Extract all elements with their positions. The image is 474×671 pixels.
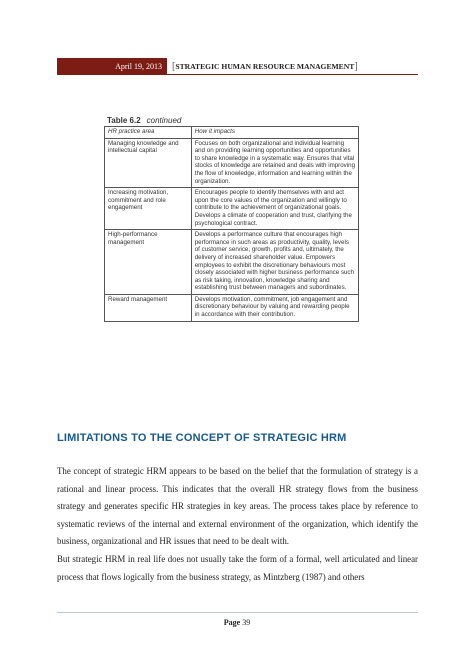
impact-cell: Develops motivation, commitment, job engagement and discretionary behaviour by valuing and rewarding people in accordance with their contribution. [191, 294, 358, 321]
table-row [105, 138, 359, 188]
page-label: Page [223, 618, 241, 627]
header-title-text: STRATEGIC HUMAN RESOURCE MANAGEMENT [175, 61, 355, 71]
impact-cell: Focuses on both organizational and individual learning and on providing learning opportunities and opportunities to share knowledge in a systematic way. Ensures that vital stocks of knowledge are retained and deals with improving the flow of knowledge, information and learning within the organization. [191, 138, 358, 188]
header-date: April 19, 2013 [57, 58, 167, 74]
page-number [0, 618, 474, 627]
practice-area-cell: High-performance management [105, 230, 192, 295]
table-caption [107, 116, 181, 125]
header-title [168, 58, 418, 74]
hr-practice-table [104, 126, 359, 322]
footer-rule [57, 612, 418, 613]
impact-cell: Develops a performance culture that encourages high performance in such areas as productivity, quality, levels of customer service, growth, profits and, ultimately, the delivery of increased shareholder value. Empowers employees to exhibit the discretionary behaviours most closely associated with higher business performance such as risk taking, innovation, knowledge sharing and establishing trust between managers and subordinates. [191, 230, 358, 295]
header-bracket-open: [ [172, 60, 176, 72]
column-header-impact: How it impacts [191, 127, 358, 139]
page-header [57, 58, 418, 74]
section-heading: LIMITATIONS TO THE CONCEPT OF STRATEGIC HRM [57, 432, 347, 444]
page-number-value: 39 [242, 618, 251, 627]
body-paragraph: The concept of strategic HRM appears to be based on the belief that the formulation of strategy is a rational and linear process. This indicates that the overall HR strategy flows from the business strategy and generates specific HR strategies in key areas. The process takes place by reference to systematic reviews of the internal and external environment of the organization, which identify the business, organizational and HR issues that need to be dealt with. [57, 466, 418, 547]
table-row [105, 188, 359, 230]
body-text [57, 463, 418, 586]
table-caption-number: Table 6.2 [107, 116, 141, 125]
body-paragraph: But strategic HRM in real life does not usually take the form of a formal, well articulated and linear process that flows logically from the business strategy, as Mintzberg (1987) and others [57, 553, 418, 582]
impact-cell: Encourages people to identify themselves with and act upon the core values of the organization and willingly to contribute to the achievement of organizational goals. Develops a climate of cooperation and trust, clarifying the psychological contract. [191, 188, 358, 230]
table-header-row [105, 127, 359, 139]
table-row [105, 294, 359, 321]
practice-area-cell: Increasing motivation, commitment and role engagement [105, 188, 192, 230]
column-header-practice-area: HR practice area [105, 127, 192, 139]
table-caption-note: continued [146, 116, 182, 125]
header-bracket-close: ] [354, 60, 358, 72]
practice-area-cell: Managing knowledge and intellectual capital [105, 138, 192, 188]
practice-area-cell: Reward management [105, 294, 192, 321]
table-row [105, 230, 359, 295]
header-rule [57, 74, 418, 75]
